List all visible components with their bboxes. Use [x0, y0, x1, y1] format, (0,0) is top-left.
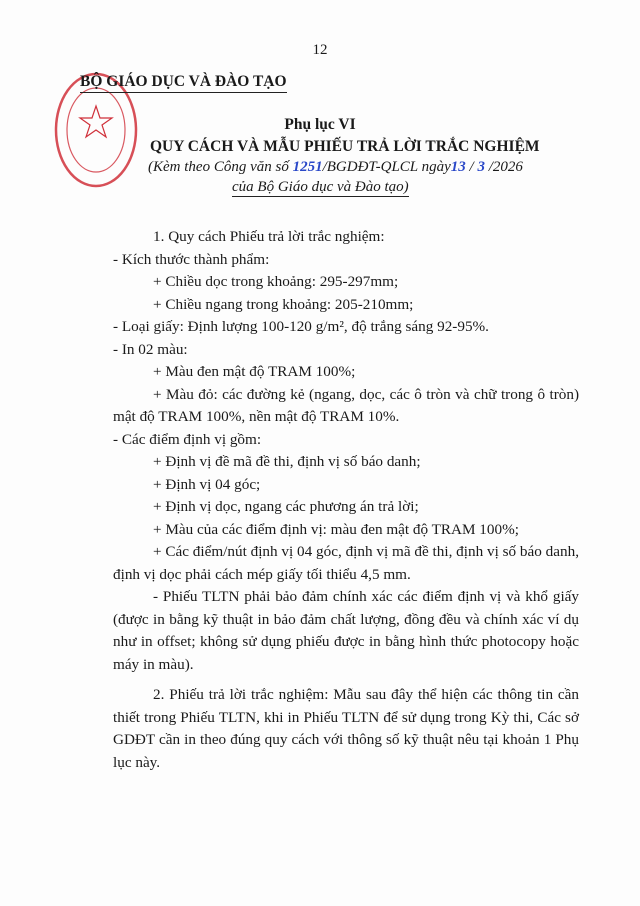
list-item: - Kích thước thành phẩm:	[113, 250, 270, 268]
page-number: 12	[312, 42, 328, 58]
list-item: + Màu đỏ: các đường kẻ (ngang, dọc, các ô tròn và chữ trong ô tròn) mật độ TRAM 100%, nền mật độ TRAM 10%.	[113, 385, 579, 425]
list-item: + Định vị đề mã đề thi, định vị số báo danh;	[153, 453, 421, 470]
ministry-name: BỘ GIÁO DỤC VÀ ĐÀO TẠO	[80, 73, 287, 93]
document-heading: QUY CÁCH VÀ MẪU PHIẾU TRẢ LỜI TRẮC NGHIỆM	[150, 138, 540, 155]
list-item: - Các điểm định vị gồm:	[113, 430, 262, 448]
ref-mid: /BGDĐT-QLCL ngày	[322, 159, 451, 175]
reference-line	[148, 158, 523, 176]
body-text	[113, 226, 579, 774]
handwritten-day: 13	[450, 159, 466, 175]
list-item: + Định vị 04 góc;	[153, 475, 261, 493]
ref-sep: /	[465, 159, 478, 175]
ref-year: /2026	[484, 159, 523, 175]
list-item: - Loại giấy: Định lượng 100-120 g/m², độ trắng sáng 92-95%.	[113, 318, 489, 335]
reference-line-2: của Bộ Giáo dục và Đào tạo)	[232, 179, 409, 195]
list-item: + Định vị dọc, ngang các phương án trả lời;	[153, 498, 419, 515]
list-item: + Chiều ngang trong khoảng: 205-210mm;	[153, 295, 414, 313]
section-1-heading: 1. Quy cách Phiếu trả lời trắc nghiệm:	[153, 228, 385, 245]
ref-prefix: (Kèm theo Công văn số	[148, 159, 293, 175]
list-item: + Các điểm/nút định vị 04 góc, định vị mã đề thi, định vị số báo danh, định vị dọc phải cách mép giấy tối thiểu 4,5 mm.	[113, 543, 579, 583]
list-item: + Chiều dọc trong khoảng: 295-297mm;	[153, 273, 399, 290]
section-2-paragraph: 2. Phiếu trả lời trắc nghiệm: Mẫu sau đây thể hiện các thông tin cần thiết trong Phiếu TLTN, khi in Phiếu TLTN để sử dụng trong Kỳ thi, Các sở GDĐT cần in theo đúng quy cách với thông số kỹ thuật nêu tại khoản 1 Phụ lục này.	[113, 686, 579, 771]
list-item: - In 02 màu:	[113, 340, 188, 358]
handwritten-doc-number: 1251	[292, 159, 323, 175]
handwritten-month: 3	[477, 159, 485, 175]
list-item: + Màu đen mật độ TRAM 100%;	[153, 363, 356, 380]
list-item: + Màu của các điểm định vị: màu đen mật độ TRAM 100%;	[153, 520, 519, 538]
appendix-title: Phụ lục VI	[284, 116, 356, 133]
paragraph: - Phiếu TLTN phải bảo đảm chính xác các điểm định vị và khổ giấy (được in bằng kỹ thuật in bảo đảm chất lượng, đồng đều và chính xác ví dụ như in offset; không sử dụng phiếu được in bằng hình thức photocopy hoặc máy in màu).	[113, 588, 579, 673]
